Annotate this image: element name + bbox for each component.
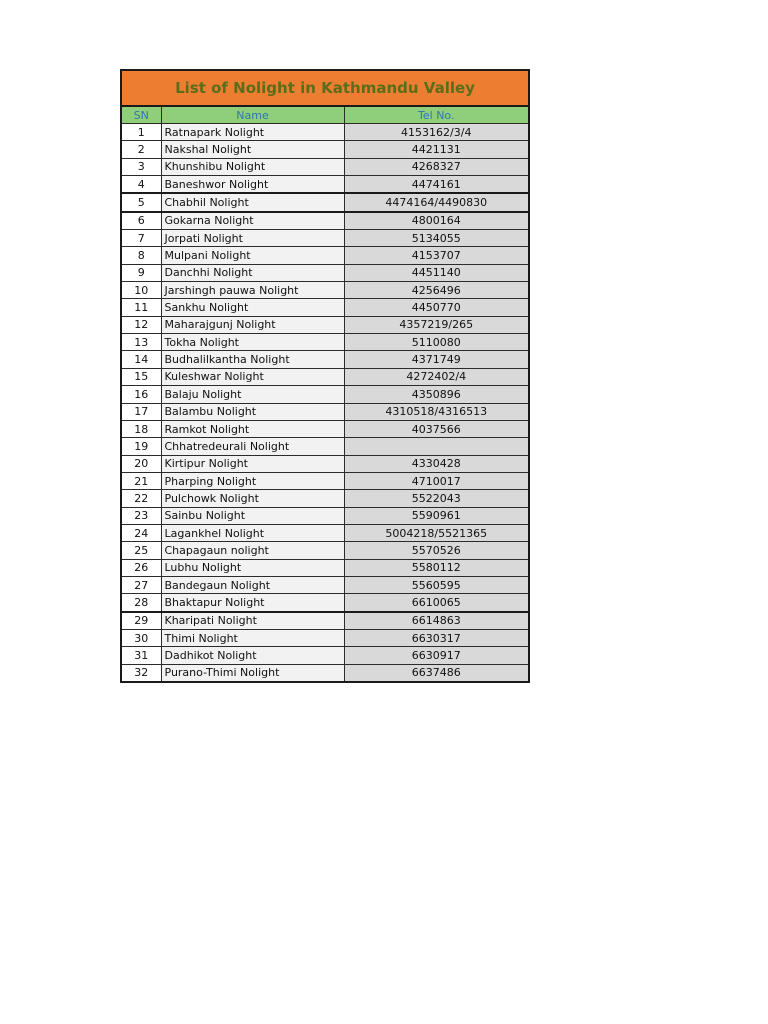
table-row [121, 438, 529, 455]
cell-tel: 4451140 [344, 264, 529, 281]
table-row [121, 316, 529, 333]
cell-tel: 4037566 [344, 420, 529, 437]
cell-tel: 4350896 [344, 386, 529, 403]
cell-sn: 14 [121, 351, 161, 368]
cell-sn: 3 [121, 158, 161, 175]
cell-tel: 4474161 [344, 176, 529, 194]
cell-sn: 30 [121, 629, 161, 646]
cell-tel: 4710017 [344, 472, 529, 489]
cell-sn: 29 [121, 612, 161, 630]
cell-name: Maharajgunj Nolight [161, 316, 344, 333]
cell-tel: 4153162/3/4 [344, 124, 529, 141]
cell-name: Chabhil Nolight [161, 193, 344, 211]
table-row [121, 247, 529, 264]
cell-tel: 4450770 [344, 299, 529, 316]
table-row [121, 299, 529, 316]
cell-sn: 13 [121, 334, 161, 351]
cell-tel: 6610065 [344, 594, 529, 612]
cell-tel: 5134055 [344, 230, 529, 247]
cell-name: Kirtipur Nolight [161, 455, 344, 472]
cell-name: Balambu Nolight [161, 403, 344, 420]
table-row [121, 490, 529, 507]
cell-tel: 4330428 [344, 455, 529, 472]
cell-sn: 25 [121, 542, 161, 559]
header-tel: Tel No. [344, 106, 529, 124]
table-title: List of Nolight in Kathmandu Valley [121, 70, 529, 106]
cell-name: Bhaktapur Nolight [161, 594, 344, 612]
table-row [121, 455, 529, 472]
cell-name: Mulpani Nolight [161, 247, 344, 264]
table-row [121, 368, 529, 385]
table-row [121, 612, 529, 630]
table-row [121, 594, 529, 612]
cell-sn: 6 [121, 212, 161, 230]
cell-tel: 4421131 [344, 141, 529, 158]
header-name: Name [161, 106, 344, 124]
cell-name: Pharping Nolight [161, 472, 344, 489]
table-row [121, 403, 529, 420]
cell-sn: 19 [121, 438, 161, 455]
cell-tel: 5560595 [344, 576, 529, 593]
table-row [121, 559, 529, 576]
cell-sn: 10 [121, 282, 161, 299]
cell-name: Lagankhel Nolight [161, 524, 344, 541]
cell-sn: 20 [121, 455, 161, 472]
table-row [121, 124, 529, 141]
cell-name: Purano-Thimi Nolight [161, 664, 344, 682]
cell-name: Tokha Nolight [161, 334, 344, 351]
cell-tel: 6630317 [344, 629, 529, 646]
cell-name: Bandegaun Nolight [161, 576, 344, 593]
cell-tel: 4272402/4 [344, 368, 529, 385]
cell-sn: 12 [121, 316, 161, 333]
cell-tel: 4371749 [344, 351, 529, 368]
cell-sn: 18 [121, 420, 161, 437]
cell-sn: 16 [121, 386, 161, 403]
cell-name: Ratnapark Nolight [161, 124, 344, 141]
cell-sn: 1 [121, 124, 161, 141]
cell-name: Nakshal Nolight [161, 141, 344, 158]
cell-tel: 4800164 [344, 212, 529, 230]
cell-tel: 5110080 [344, 334, 529, 351]
table-row [121, 193, 529, 211]
cell-name: Ramkot Nolight [161, 420, 344, 437]
cell-sn: 23 [121, 507, 161, 524]
table-row [121, 176, 529, 194]
cell-sn: 27 [121, 576, 161, 593]
nolight-table [120, 69, 530, 683]
table-row [121, 664, 529, 682]
cell-name: Jarshingh pauwa Nolight [161, 282, 344, 299]
table-row [121, 647, 529, 664]
cell-name: Sankhu Nolight [161, 299, 344, 316]
cell-name: Kharipati Nolight [161, 612, 344, 630]
table-row [121, 472, 529, 489]
cell-sn: 5 [121, 193, 161, 211]
header-sn: SN [121, 106, 161, 124]
cell-tel: 5590961 [344, 507, 529, 524]
table-row [121, 507, 529, 524]
table-body [121, 124, 529, 683]
cell-name: Kuleshwar Nolight [161, 368, 344, 385]
cell-sn: 4 [121, 176, 161, 194]
cell-tel: 6614863 [344, 612, 529, 630]
table-row [121, 282, 529, 299]
cell-tel: 4357219/265 [344, 316, 529, 333]
cell-name: Chhatredeurali Nolight [161, 438, 344, 455]
table-row [121, 264, 529, 281]
cell-tel [344, 438, 529, 455]
table-row [121, 420, 529, 437]
cell-tel: 6637486 [344, 664, 529, 682]
table-row [121, 524, 529, 541]
cell-name: Gokarna Nolight [161, 212, 344, 230]
cell-tel: 5522043 [344, 490, 529, 507]
table-row [121, 629, 529, 646]
cell-tel: 5004218/5521365 [344, 524, 529, 541]
cell-sn: 22 [121, 490, 161, 507]
cell-name: Danchhi Nolight [161, 264, 344, 281]
cell-name: Thimi Nolight [161, 629, 344, 646]
table-row [121, 386, 529, 403]
cell-name: Chapagaun nolight [161, 542, 344, 559]
cell-sn: 24 [121, 524, 161, 541]
cell-tel: 5570526 [344, 542, 529, 559]
cell-sn: 28 [121, 594, 161, 612]
cell-name: Lubhu Nolight [161, 559, 344, 576]
cell-sn: 32 [121, 664, 161, 682]
table-row [121, 141, 529, 158]
cell-sn: 2 [121, 141, 161, 158]
table-row [121, 542, 529, 559]
cell-name: Khunshibu Nolight [161, 158, 344, 175]
cell-tel: 4153707 [344, 247, 529, 264]
cell-tel: 4256496 [344, 282, 529, 299]
cell-tel: 4310518/4316513 [344, 403, 529, 420]
table-row [121, 576, 529, 593]
cell-sn: 9 [121, 264, 161, 281]
cell-tel: 6630917 [344, 647, 529, 664]
cell-name: Budhalilkantha Nolight [161, 351, 344, 368]
cell-sn: 31 [121, 647, 161, 664]
cell-sn: 17 [121, 403, 161, 420]
cell-sn: 7 [121, 230, 161, 247]
cell-sn: 15 [121, 368, 161, 385]
cell-tel: 4474164/4490830 [344, 193, 529, 211]
cell-sn: 11 [121, 299, 161, 316]
table-row [121, 158, 529, 175]
cell-sn: 8 [121, 247, 161, 264]
header-row [121, 106, 529, 124]
cell-sn: 26 [121, 559, 161, 576]
cell-name: Dadhikot Nolight [161, 647, 344, 664]
cell-name: Balaju Nolight [161, 386, 344, 403]
table-row [121, 351, 529, 368]
cell-name: Pulchowk Nolight [161, 490, 344, 507]
cell-sn: 21 [121, 472, 161, 489]
table-row [121, 212, 529, 230]
cell-name: Baneshwor Nolight [161, 176, 344, 194]
cell-tel: 5580112 [344, 559, 529, 576]
cell-name: Sainbu Nolight [161, 507, 344, 524]
cell-tel: 4268327 [344, 158, 529, 175]
cell-name: Jorpati Nolight [161, 230, 344, 247]
table-row [121, 334, 529, 351]
table-row [121, 230, 529, 247]
